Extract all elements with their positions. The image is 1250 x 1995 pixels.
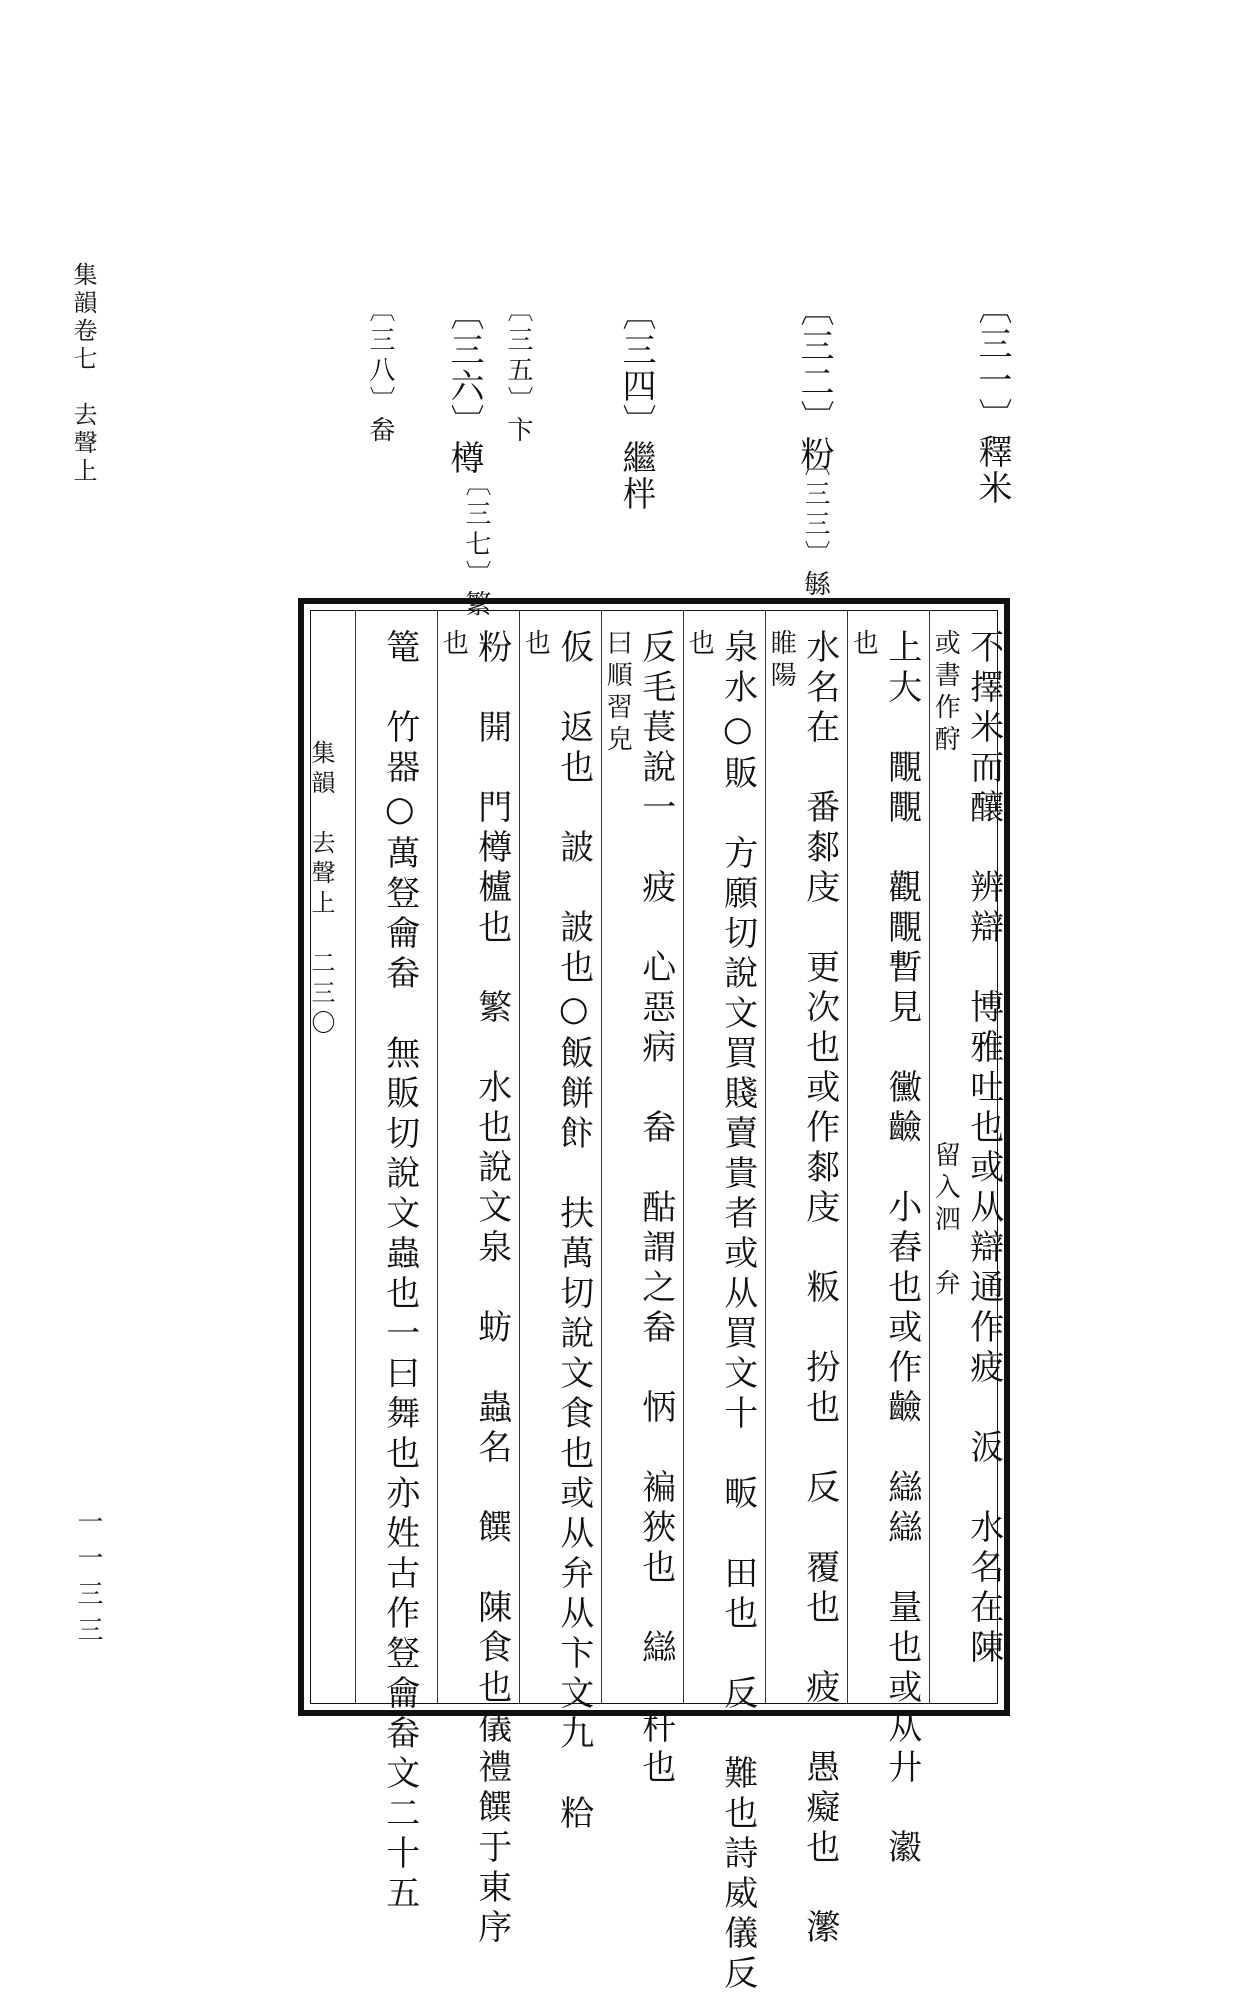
text-column-7: 粉 開 門樽櫨也 繁 水也說文泉 蚄 蟲名 饌 陳食也儀禮饌于東序: [471, 629, 512, 1949]
text-column-1b: 或書作酧 留入泗 弁: [930, 629, 961, 1301]
text-column-5: 反毛萇說一 疲 心惡病 畚 酤謂之畚 怲 褊狹也 䜌 杆也: [635, 629, 676, 1789]
frame-inner-border: [310, 610, 1004, 1995]
annotation-36: 〔三六〕樽: [444, 296, 484, 476]
annotation-31: 〔三一〕釋米: [972, 290, 1012, 506]
column-rule: [519, 611, 520, 1703]
text-column-7b: 也: [438, 629, 469, 661]
text-column-5b: 曰順習皃: [602, 629, 633, 757]
column-rule: [765, 611, 766, 1703]
text-column-3b: 睢陽: [766, 629, 797, 693]
annotation-35: 〔三五〕卞: [503, 296, 533, 446]
annotation-37: 〔三七〕繁: [461, 470, 491, 620]
text-column-4: 泉水○販 方願切說文買賤賣貴者或从買文十 畈 田也 反 難也詩威儀反: [717, 629, 758, 1995]
volume-title: 集韻卷七 去聲上: [69, 262, 97, 486]
text-column-6b: 也: [520, 629, 551, 661]
annotation-34: 〔三四〕繼柈: [616, 296, 656, 512]
annotation-32: 〔三二〕粉: [794, 292, 834, 472]
text-column-6: 仮 返也 詖 詖也○飯餅飰 扶萬切說文食也或从弁从卞文九 粭: [553, 629, 594, 1835]
text-column-2: 上大 覸覸 觀覸暫見 黴䶨 小舂也或作䶨 䜌䜌 量也或从廾 瀫: [881, 629, 922, 1869]
text-column-3: 水名在 番䣛庋 更次也或作䣛庋 粄 扮也 反 覆也 疲 愚癡也 瀿: [799, 629, 840, 1949]
text-column-2b: 也: [848, 629, 879, 661]
column-rule: [601, 611, 602, 1703]
column-rule: [437, 611, 438, 1703]
outer-margin-label: 集韻 去聲上 二三〇: [307, 740, 335, 1040]
text-column-4b: 也: [684, 629, 715, 661]
text-frame: [298, 598, 1010, 1995]
column-rule: [355, 611, 356, 1703]
column-rule: [847, 611, 848, 1703]
text-column-8: 篭 竹器○萬豋龠畚 無販切說文蟲也一曰舞也亦姓古作豋龠畚文二十五: [379, 629, 420, 1915]
page-number: 一一三三: [73, 1508, 103, 1652]
text-column-1: 不擇米而釀 辨辯 博雅吐也或从辯通作疲 汳 水名在陳: [963, 629, 1004, 1669]
annotation-33: 〔三三〕緐: [800, 450, 830, 600]
annotation-38: 〔三八〕畚: [365, 296, 395, 446]
column-rule: [683, 611, 684, 1703]
